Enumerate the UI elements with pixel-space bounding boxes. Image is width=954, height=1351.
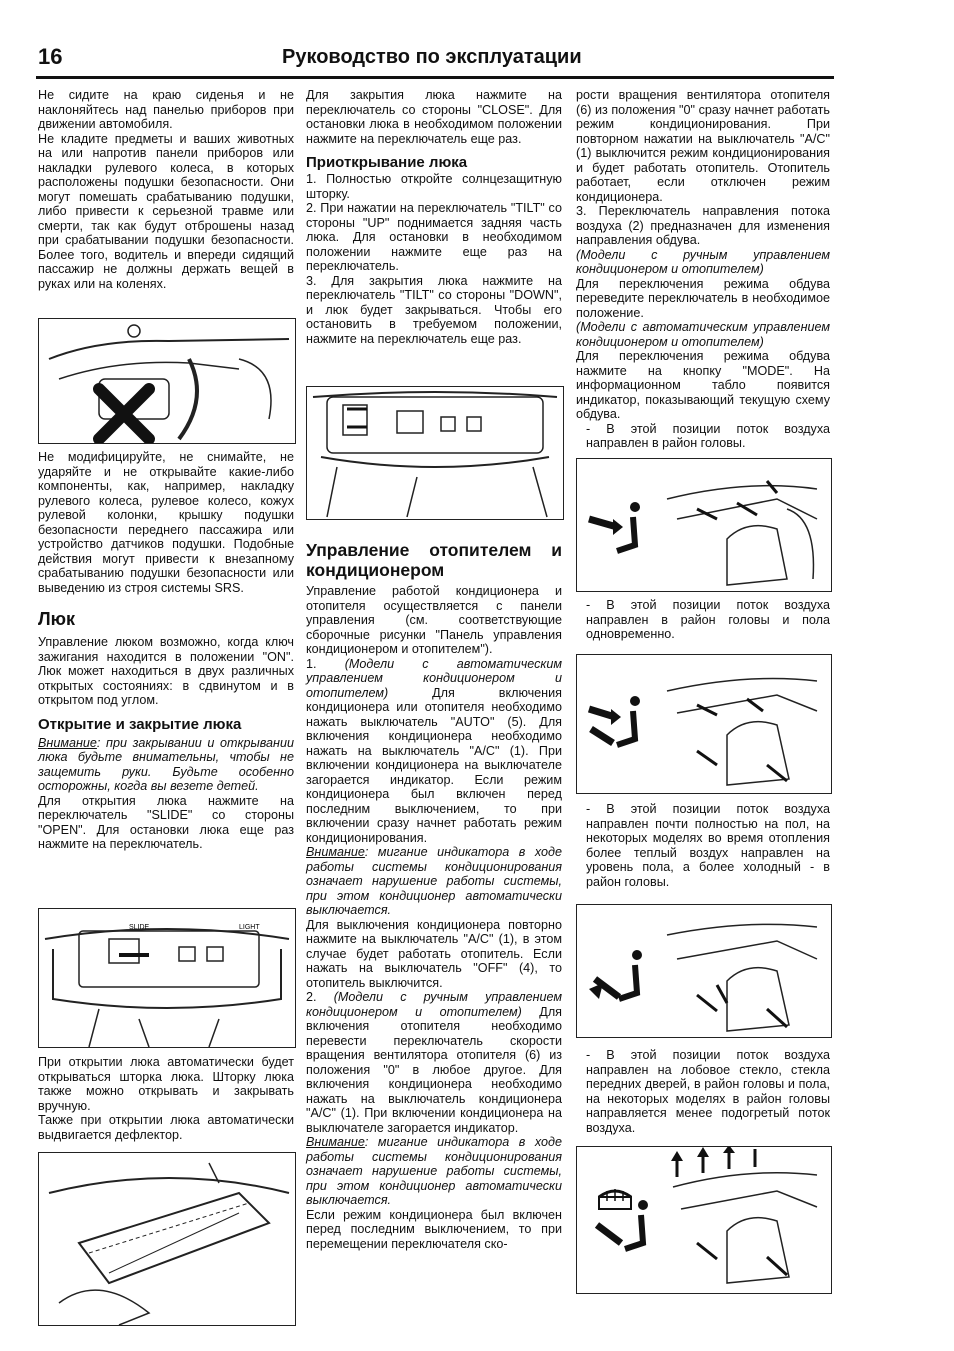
airflow-mode-defrost-floor-figure (576, 1146, 832, 1294)
step-condition: (Модели с ручным управлением кондиционером и отопителем) (306, 990, 562, 1019)
model-condition: (Модели с ручным управлением кондиционером и отопителем) (576, 247, 830, 276)
warning-label: Внимание (306, 845, 365, 859)
step-text: Для включения кондиционера или отопителя необходимо нажать выключатель "AUTO" (5). Для включения кондиционера необходимо нажать на выключатель "A/C" (1). При включении кондиционера на выключателе загорается индикатор. Если режим кондиционера был включен перед последним выключением, то при включении сразу начнет работать режим кондиционирования. (306, 685, 562, 845)
col2-text-main (306, 540, 562, 1251)
paragraph: Не модифицируйте, не снимайте, не ударяйте и не открывайте какие-либо компоненты, как, например, накладку рулевого колеса, рулевое колесо, кожух рулевой колонки, крышку подушки безопасности переднего пассажира или устройство датчиков подушки. Подобные действия могут привести к внезапному срабатыванию подушки безопасности или выведению из строя системы SRS. (38, 450, 294, 595)
col3-mode3 (586, 802, 830, 889)
subheading-open-close: Открытие и закрытие люка (38, 715, 242, 733)
mode-description: - В этой позиции поток воздуха направлен в район головы. (586, 421, 830, 450)
section-heading-sunroof: Люк (38, 609, 76, 629)
step-manual-models (306, 990, 562, 1135)
page-title: Руководство по эксплуатации (282, 46, 582, 68)
warning-note (306, 845, 562, 918)
col3-mode2 (586, 598, 830, 642)
paragraph: Для открытия люка нажмите на переключатель "SLIDE" со стороны "OPEN". Для остановки люка еще раз нажмите на переключатель. (38, 793, 294, 851)
warning-text: : при закрывании и открывании люка будьте внимательны, чтобы не защемить руки. Будьте особенно осторожны, когда вы везете детей. (38, 735, 294, 793)
paragraph: Для выключения кондиционера повторно нажмите на выключатель "A/C" (1), в этом случае будет работать отопитель. Если нажать на выключатель "OFF" (4), то отопитель выключится. (306, 917, 562, 990)
airflow-mode-floor-figure (576, 904, 832, 1038)
airflow-mode-face-figure (576, 458, 832, 592)
mode-description: - В этой позиции поток воздуха направлен в район головы и пола одновременно. (586, 598, 830, 641)
sunroof-deflector-figure (38, 1152, 296, 1326)
mode-description: - В этой позиции поток воздуха направлен на лобовое стекло, стекла передних дверей, в район головы и пола, на некоторых моделях в район головы направляется менее подогретый поток воздуха. (586, 1048, 830, 1135)
step-text: Для включения отопителя необходимо перевести переключатель скорости вращения вентилятора отопителя (6) из положения "0" в любое другое. Для включения кондиционера необходимо нажать на выключатель кондиционера "A/C" (1). При включении кондиционера на выключателе загорается индикатор. (306, 1004, 562, 1135)
warning-label: Внимание (306, 1135, 365, 1149)
paragraph: Для переключения режима обдува переведите переключатель в необходимое положение. (576, 276, 830, 320)
mode-description: - В этой позиции поток воздуха направлен почти полностью на пол, на некоторых моделях во время отопления более теплый воздух направлен на уровень пола, а более холодный - в район головы. (586, 802, 830, 889)
warning-note (306, 1135, 562, 1208)
subheading-tilt: Приоткрывание люка (306, 154, 468, 171)
header-rule (36, 76, 834, 79)
airflow-mode-bilevel-figure (576, 654, 832, 794)
step-2: 2. При нажатии на переключатель "TILT" со стороны "UP" поднимается задняя часть люка. Для остановки в необходимом положении нажмите еще раз на переключатель. (306, 201, 562, 273)
col3-text-top (576, 88, 830, 451)
step-1: 1. Полностью откройте солнцезащитную шторку. (306, 172, 562, 201)
sunroof-tilt-switch-figure (306, 386, 564, 520)
step-auto-models (306, 657, 562, 846)
paragraph: Управление работой кондиционера и отопителя осуществляется с панели управления (см. соответствующие сборочные рисунки "Панель управления кондиционером и отопителем"). (306, 584, 562, 656)
col1-text-bottom (38, 1055, 294, 1142)
figure-label-slide: SLIDE (129, 924, 150, 931)
paragraph: Для закрытия люка нажмите на переключатель со стороны "CLOSE". Для остановки люка в необходимом положении нажмите на переключатель еще раз. (306, 88, 562, 146)
sunroof-slide-switch-figure (38, 908, 296, 1048)
step-3: 3. Для закрытия люка нажмите на переключатель "TILT" со стороны "DOWN", и люк будет закрываться. Чтобы его остановить в требуемом положении, нажмите на переключатель еще раз. (306, 273, 562, 346)
model-condition: (Модели с автоматическим управлением кондиционером и отопителем) (576, 320, 830, 349)
warning-label: Внимание (38, 735, 97, 750)
section-heading-climate: Управление отопителем и кондиционером (306, 540, 562, 580)
step-condition: (Модели с автоматическим управлением кондиционером и отопителем) (306, 656, 562, 700)
warning-note (38, 736, 294, 794)
paragraph: Также при открытии люка автоматически выдвигается дефлектор. (38, 1113, 294, 1142)
warning-text: : мигание индикатора в ходе работы системы кондиционирования означает нарушение работы системы, при этом кондиционер автоматически выключается. (306, 845, 562, 917)
warning-text: : мигание индикатора в ходе работы системы кондиционирования означает нарушение работы системы, при этом кондиционер автоматически выключается. (306, 1135, 562, 1207)
page-number: 16 (38, 44, 63, 69)
paragraph: Не кладите предметы и ваших животных на или напротив панели приборов или накладки рулевого колеса, в которых расположены подушки безопасности. Они могут помешать срабатыванию подушки, либо привести к серьезной травме или смерти, так как будут отброшены назад при срабатывании подушки безопасности. Более того, водитель и впереди сидящий пассажир не должны держать вещей в руках или на коленях. (38, 131, 294, 291)
step-3: 3. Переключатель направления потока воздуха (2) предназначен для изменения направления обдува. (576, 204, 830, 247)
paragraph: рости вращения вентилятора отопителя (6) из положения "0" сразу начнет работать режим кондиционирования. При повторном нажатии на выключатель "A/C" (1) выключится режим кондиционирования и будет работать отопитель. Отопитель работает, если отключен режим кондиционера. (576, 88, 830, 204)
step-number: 1. (306, 656, 345, 671)
col1-text-middle (38, 450, 294, 852)
paragraph: При открытии люка автоматически будет открываться шторка люка. Шторку люка также можно открывать и закрывать вручную. (38, 1055, 294, 1113)
step-number: 2. (306, 990, 334, 1004)
col2-text-top (306, 88, 562, 346)
paragraph: Для переключения режима обдува нажмите на кнопку "MODE". На информационном табло появится индикатор, показывающий текущую схему обдува. (576, 349, 830, 421)
col3-mode4 (586, 1048, 830, 1135)
col1-text-top (38, 88, 294, 291)
paragraph: Управление люком возможно, когда ключ зажигания находится в положении "ON". Люк может находиться в двух различных открытых состояниях: в сдвинутом и в открытом под углом. (38, 635, 294, 707)
paragraph: Если режим кондиционера был включен перед последним выключением, то при перемещении переключателя ско- (306, 1207, 562, 1251)
paragraph: Не сидите на краю сиденья и не наклоняйтесь над панелью приборов при движении автомобиля. (38, 88, 294, 131)
airbag-warning-figure (38, 318, 296, 444)
figure-label-light: LIGHT (239, 924, 260, 931)
